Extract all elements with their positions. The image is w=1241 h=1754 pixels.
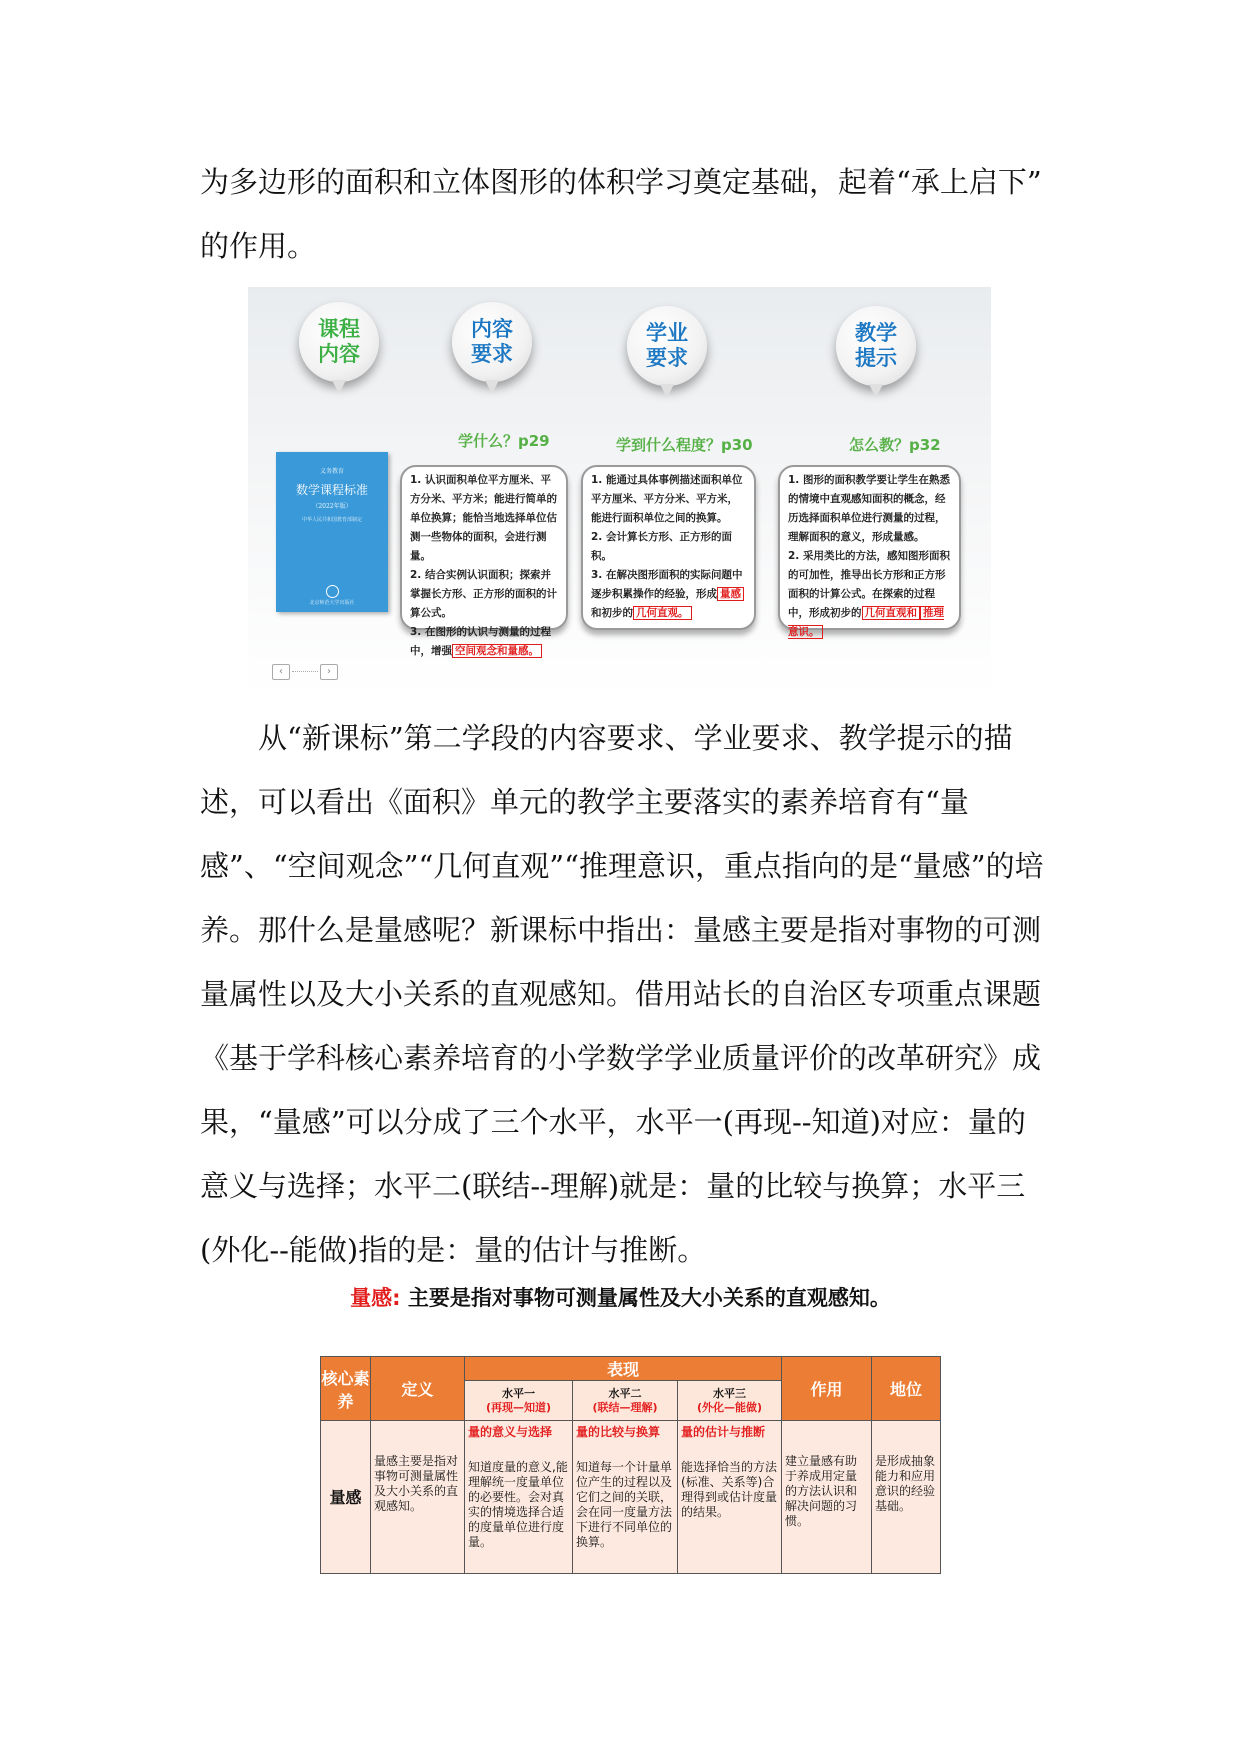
highlight-intuition-and: 几何直观和: [862, 606, 921, 620]
question-how-teach: 怎么教？p32: [849, 436, 941, 454]
header-role: 作用: [782, 1357, 872, 1421]
highlight-geometric-intuition: 几何直观。: [633, 606, 692, 620]
cell-definition: 量感主要是指对事物可测量属性及大小关系的直观感知。: [371, 1421, 465, 1574]
question-how-far: 学到什么程度？p30: [616, 436, 753, 454]
quantity-sense-table: [320, 1356, 941, 1574]
header-status: 地位: [872, 1357, 941, 1421]
cell-level-2: 量的比较与换算 知道每一个计量单位产生的过程以及它们之间的关联，会在同一度量方法下进行不同单位的换算。: [573, 1421, 678, 1574]
pin-content-requirements: 内容要求: [452, 302, 532, 382]
slide-navigation: [272, 664, 338, 680]
question-what: 学什么？p29: [458, 432, 550, 450]
paragraph-3: 那什么是量感呢？新课标中指出：量感主要是指对事物的可测量属性以及大小关系的直观感知。借用站长的自治区专项重点课题《基于学科核心素养培育的小学数学学业质量评价的改革研究》成果，“量感”可以分成了三个水平，水平一(再现--知道)对应：量的意义与选择；水平二(联结--理解)就是：量的比较与换算；水平三(外化--能做)指的是：量的估计与推断。: [200, 913, 1042, 1267]
header-performance: 表现: [465, 1357, 782, 1381]
content-requirements-card: 1. 认识面积单位平方厘米、平方分米、平方米；能进行简单的单位换算；能恰当地选择单位估测一些物体的面积，会进行测量。 2. 结合实例认识面积；探索并掌握长方形、正方形的面积的计算公式。 3. 在图形的认识与测量的过程中，增强 空间观念和量感。: [400, 465, 568, 630]
caption-key-term: 量感: [350, 1286, 393, 1310]
teaching-tips-card: 1. 图形的面积教学要让学生在熟悉的情境中直观感知面积的概念，经历选择面积单位进行测量的过程，理解面积的意义，形成量感。 2. 采用类比的方法，感知图形面积的可加性，推导出长方形和正方形面积的计算公式。在探索的过程中，形成初步的 几何直观和 推理意识。: [778, 465, 961, 630]
highlight-quantity-sense: 量感: [717, 587, 744, 601]
pin-teaching-tips: 教学提示: [836, 306, 916, 386]
paragraph-2: 从“新课标”第二学段的内容要求、学业要求、教学提示的描述，可以看出《面积》单元的教学主要落实的素养培育有“量感”、“空间观念”“几何直观”“推理意识，重点指向的是“量感”的培养。: [200, 721, 1044, 947]
cell-role: 建立量感有助于养成用定量的方法认识和解决问题的习惯。: [782, 1421, 872, 1574]
curriculum-book-cover: 义务教育 数学课程标准 （2022年版） 中华人民共和国教育部制定 北京师范大学出版社: [276, 452, 388, 612]
header-definition: 定义: [371, 1357, 465, 1421]
next-slide-button[interactable]: ›: [320, 664, 338, 680]
pin-academic-requirements: 学业要求: [627, 306, 707, 386]
prev-slide-button[interactable]: ‹: [272, 664, 290, 680]
cell-level-3: 量的估计与推断 能选择恰当的方法(标准、关系等)合理得到或估计度量的结果。: [678, 1421, 782, 1574]
paragraph-1-line-1: 为多边形的面积和立体图形的体积学习奠定基础，起着“承上启下”: [200, 165, 1042, 199]
paragraph-1-line-2: 的作用。: [200, 229, 317, 263]
publisher-seal-icon: [326, 585, 339, 598]
pin-course-content: 课程内容: [299, 302, 379, 382]
header-level-1: 水平一 (再现—知道): [465, 1381, 573, 1421]
cell-core: 量感: [321, 1421, 371, 1574]
header-core: 核心素养: [321, 1357, 371, 1421]
slide-image: [248, 287, 991, 695]
cell-status: 是形成抽象能力和应用意识的经验基础。: [872, 1421, 941, 1574]
header-level-2: 水平二 (联结—理解): [573, 1381, 678, 1421]
academic-requirements-card: 1. 能通过具体事例描述面积单位平方厘米、平方分米、平方米，能进行面积单位之间的换算。 2. 会计算长方形、正方形的面积。 3. 在解决图形面积的实际问题中逐步积累操作的经验，形成 量感和初步的 几何直观。: [581, 465, 756, 630]
highlight-spatial-sense: 空间观念和量感。: [452, 644, 542, 658]
highlight-reasoning: 推理意识。: [788, 607, 944, 638]
table-caption: 量感: 主要是指对事物可测量属性及大小关系的直观感知。: [350, 1286, 891, 1310]
header-level-3: 水平三 (外化—能做): [678, 1381, 782, 1421]
cell-level-1: 量的意义与选择 知道度量的意义,能理解统一度量单位的必要性。会对真实的情境选择合适的度量单位进行度量。: [465, 1421, 573, 1574]
